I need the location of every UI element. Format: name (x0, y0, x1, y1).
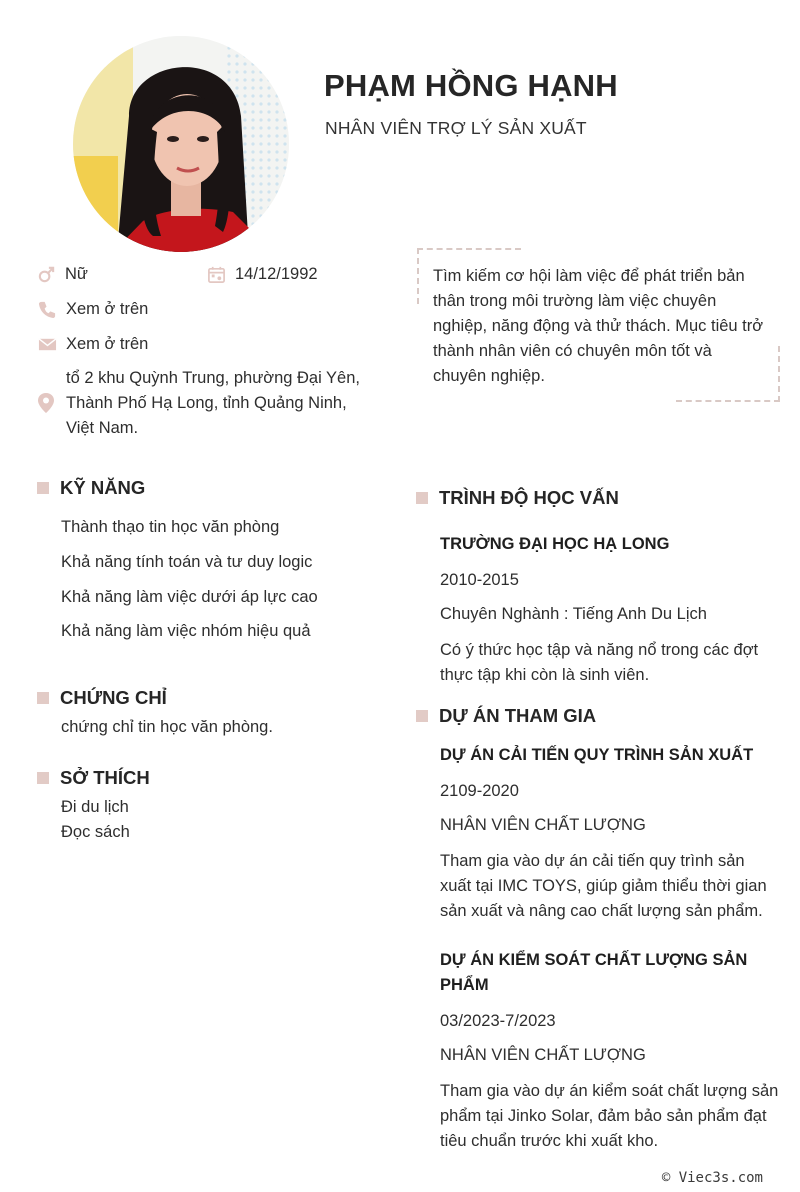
phone-icon (37, 299, 57, 319)
project-name: DỰ ÁN KIỂM SOÁT CHẤT LƯỢNG SẢN PHẨM (440, 951, 748, 994)
certificate-item: chứng chỉ tin học văn phòng. (61, 718, 273, 736)
gender-icon (36, 264, 56, 284)
gender-value: Nữ (65, 264, 88, 283)
hobby-item: Đi du lịch (61, 798, 129, 816)
section-marker (37, 482, 49, 494)
school-name: TRƯỜNG ĐẠI HỌC HẠ LONG (440, 535, 670, 553)
project-role: NHÂN VIÊN CHẤT LƯỢNG (440, 816, 646, 834)
email-value: Xem ở trên (66, 334, 149, 353)
profile-photo (73, 36, 289, 252)
hobbies-heading (37, 767, 150, 789)
project-period: 03/2023-7/2023 (440, 1012, 556, 1030)
projects-heading (416, 705, 596, 727)
phone-row (37, 299, 148, 319)
education-major: Chuyên Nghành : Tiếng Anh Du Lịch (440, 605, 707, 623)
skill-item: Khả năng làm việc nhóm hiệu quả (61, 622, 311, 640)
footer-credit: © Viec3s.com (661, 1170, 763, 1186)
skills-heading-text: KỸ NĂNG (60, 477, 146, 498)
section-marker (37, 772, 49, 784)
education-heading (416, 487, 619, 509)
birthdate-row (206, 264, 318, 284)
skills-heading (37, 477, 145, 499)
project-description: Tham gia vào dự án kiểm soát chất lượng sản phẩm tại Jinko Solar, đảm bảo sản phẩm đạt tiêu chuẩn trước khi xuất kho. (440, 1082, 779, 1150)
profile-photo-illustration (73, 36, 289, 252)
project-role: NHÂN VIÊN CHẤT LƯỢNG (440, 1046, 646, 1064)
calendar-icon (206, 264, 226, 284)
education-period: 2010-2015 (440, 571, 519, 589)
skill-item: Khả năng tính toán và tư duy logic (61, 553, 313, 571)
gender-row (36, 264, 88, 284)
project-period: 2109-2020 (440, 782, 519, 800)
education-heading-text: TRÌNH ĐỘ HỌC VẤN (439, 487, 619, 508)
skill-item: Thành thạo tin học văn phòng (61, 518, 280, 536)
skill-item: Khả năng làm việc dưới áp lực cao (61, 588, 318, 606)
job-title: NHÂN VIÊN TRỢ LÝ SẢN XUẤT (325, 118, 587, 138)
education-description: Có ý thức học tập và năng nổ trong các đợt thực tập khi còn là sinh viên. (440, 641, 759, 684)
phone-value: Xem ở trên (66, 299, 149, 318)
career-objective: Tìm kiếm cơ hội làm việc để phát triển bản thân trong môi trường làm việc chuyên nghiệp, năng động và thử thách. Mục tiêu trở thành nhân viên có chuyên môn tốt và chuyên nghiệp. (433, 267, 764, 385)
section-marker (416, 492, 428, 504)
project-description: Tham gia vào dự án cải tiến quy trình sản xuất tại IMC TOYS, giúp giảm thiểu thời gian sản xuất và nâng cao chất lượng sản phẩm. (440, 852, 767, 920)
certificates-heading (37, 687, 167, 709)
candidate-name: PHẠM HỒNG HẠNH (324, 68, 618, 103)
section-marker (416, 710, 428, 722)
projects-heading-text: DỰ ÁN THAM GIA (439, 705, 597, 726)
hobby-item: Đọc sách (61, 823, 130, 841)
hobbies-heading-text: SỞ THÍCH (60, 767, 150, 788)
address-value: tổ 2 khu Quỳnh Trung, phường Đại Yên, Thành Phố Hạ Long, tỉnh Quảng Ninh, Việt Nam. (66, 369, 360, 437)
project-name: DỰ ÁN CẢI TIẾN QUY TRÌNH SẢN XUẤT (440, 746, 754, 764)
location-pin-icon (36, 392, 56, 414)
section-marker (37, 692, 49, 704)
birthdate-value: 14/12/1992 (235, 264, 318, 283)
certificates-heading-text: CHỨNG CHỈ (60, 687, 167, 708)
email-row (37, 334, 148, 354)
email-icon (37, 334, 57, 354)
